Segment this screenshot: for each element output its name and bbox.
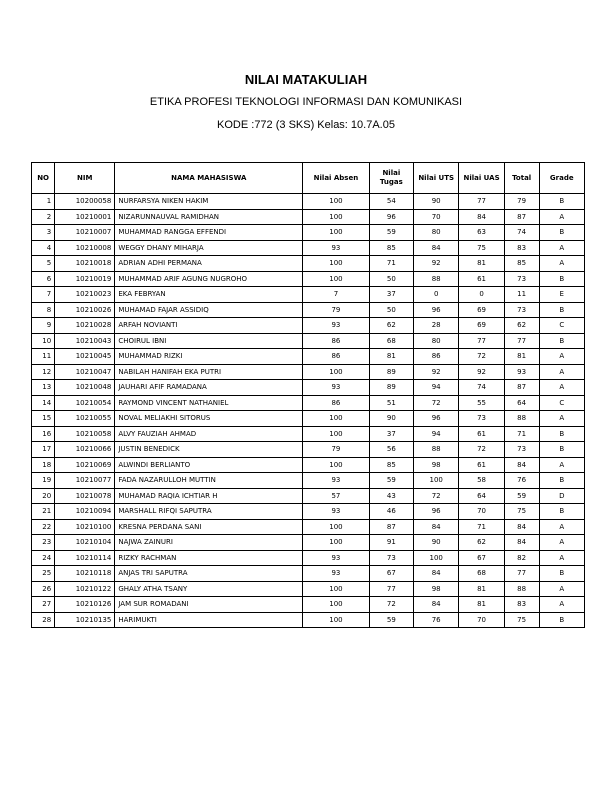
row-absen: 86 [303, 395, 369, 411]
row-tugas: 91 [369, 535, 413, 551]
row-no: 19 [32, 473, 55, 489]
row-no: 17 [32, 442, 55, 458]
row-grade: A [539, 535, 584, 551]
row-total: 59 [504, 488, 539, 504]
row-total: 77 [504, 566, 539, 582]
row-absen: 79 [303, 442, 369, 458]
row-absen: 93 [303, 318, 369, 334]
row-grade: A [539, 209, 584, 225]
row-grade: B [539, 566, 584, 582]
row-uts: 100 [413, 550, 458, 566]
row-grade: A [539, 240, 584, 256]
row-absen: 100 [303, 426, 369, 442]
row-nim: 10210126 [55, 597, 115, 613]
row-uts: 92 [413, 364, 458, 380]
row-grade: A [539, 519, 584, 535]
course-code: KODE :772 (3 SKS) Kelas: 10.7A.05 [217, 119, 395, 131]
column-header-absen: Nilai Absen [303, 163, 369, 194]
row-name: ANJAS TRI SAPUTRA [115, 566, 303, 582]
row-absen: 100 [303, 271, 369, 287]
row-uts: 88 [413, 442, 458, 458]
row-no: 20 [32, 488, 55, 504]
table-row [32, 473, 585, 489]
row-no: 12 [32, 364, 55, 380]
row-no: 6 [32, 271, 55, 287]
table-row [32, 519, 585, 535]
table-row [32, 380, 585, 396]
row-no: 23 [32, 535, 55, 551]
row-no: 15 [32, 411, 55, 427]
row-nim: 10210028 [55, 318, 115, 334]
grades-table [31, 162, 585, 628]
table-row [32, 535, 585, 551]
row-name: EKA FEBRYAN [115, 287, 303, 303]
row-name: ALWINDI BERLIANTO [115, 457, 303, 473]
row-uas: 84 [459, 209, 504, 225]
row-uts: 94 [413, 426, 458, 442]
row-absen: 93 [303, 240, 369, 256]
row-nim: 10210135 [55, 612, 115, 628]
row-uas: 58 [459, 473, 504, 489]
row-total: 81 [504, 349, 539, 365]
row-uas: 69 [459, 318, 504, 334]
row-total: 84 [504, 457, 539, 473]
row-tugas: 59 [369, 612, 413, 628]
table-row [32, 550, 585, 566]
row-nim: 10210069 [55, 457, 115, 473]
table-row [32, 194, 585, 210]
column-header-tugas: Nilai Tugas [369, 163, 413, 194]
row-name: MUHAMMAD RIZKI [115, 349, 303, 365]
table-header-row [32, 163, 585, 194]
row-uts: 96 [413, 411, 458, 427]
row-total: 75 [504, 612, 539, 628]
row-name: NIZARUNNAUVAL RAMIDHAN [115, 209, 303, 225]
row-absen: 57 [303, 488, 369, 504]
row-uas: 55 [459, 395, 504, 411]
row-name: WEGGY DHANY MIHARJA [115, 240, 303, 256]
row-nim: 10210001 [55, 209, 115, 225]
row-absen: 86 [303, 349, 369, 365]
row-total: 71 [504, 426, 539, 442]
row-name: FADA NAZARULLOH MUTTIN [115, 473, 303, 489]
row-uas: 92 [459, 364, 504, 380]
row-name: MUHAMAD FAJAR ASSIDIQ [115, 302, 303, 318]
table-row [32, 287, 585, 303]
table-row [32, 612, 585, 628]
table-row [32, 271, 585, 287]
table-row [32, 581, 585, 597]
row-name: NURFARSYA NIKEN HAKIM [115, 194, 303, 210]
table-row [32, 364, 585, 380]
row-nim: 10210077 [55, 473, 115, 489]
row-uas: 77 [459, 194, 504, 210]
row-name: MARSHALL RIFQI SAPUTRA [115, 504, 303, 520]
row-no: 22 [32, 519, 55, 535]
row-name: RAYMOND VINCENT NATHANIEL [115, 395, 303, 411]
row-no: 5 [32, 256, 55, 272]
row-uas: 70 [459, 612, 504, 628]
row-nim: 10210055 [55, 411, 115, 427]
row-tugas: 50 [369, 271, 413, 287]
row-tugas: 77 [369, 581, 413, 597]
row-name: RIZKY RACHMAN [115, 550, 303, 566]
row-uts: 72 [413, 395, 458, 411]
row-name: JAUHARI AFIF RAMADANA [115, 380, 303, 396]
row-name: HARIMUKTI [115, 612, 303, 628]
row-grade: B [539, 194, 584, 210]
table-row [32, 225, 585, 241]
row-grade: E [539, 287, 584, 303]
row-nim: 10210104 [55, 535, 115, 551]
row-uts: 94 [413, 380, 458, 396]
row-uas: 75 [459, 240, 504, 256]
column-header-uas: Nilai UAS [459, 163, 504, 194]
row-grade: B [539, 426, 584, 442]
row-nim: 10210122 [55, 581, 115, 597]
table-row [32, 240, 585, 256]
row-uas: 67 [459, 550, 504, 566]
row-total: 73 [504, 442, 539, 458]
row-total: 64 [504, 395, 539, 411]
row-name: NOVAL MELIAKHI SITORUS [115, 411, 303, 427]
row-uas: 72 [459, 442, 504, 458]
row-total: 11 [504, 287, 539, 303]
row-nim: 10200058 [55, 194, 115, 210]
row-uts: 96 [413, 302, 458, 318]
row-no: 16 [32, 426, 55, 442]
row-uas: 63 [459, 225, 504, 241]
row-nim: 10210078 [55, 488, 115, 504]
row-grade: B [539, 333, 584, 349]
row-absen: 100 [303, 256, 369, 272]
table-row [32, 504, 585, 520]
row-uas: 61 [459, 426, 504, 442]
row-no: 26 [32, 581, 55, 597]
row-absen: 100 [303, 612, 369, 628]
column-header-name: NAMA MAHASISWA [115, 163, 303, 194]
row-uts: 86 [413, 349, 458, 365]
row-uts: 98 [413, 457, 458, 473]
row-nim: 10210100 [55, 519, 115, 535]
row-no: 3 [32, 225, 55, 241]
row-uts: 100 [413, 473, 458, 489]
row-absen: 93 [303, 550, 369, 566]
row-uts: 92 [413, 256, 458, 272]
row-absen: 100 [303, 225, 369, 241]
row-total: 62 [504, 318, 539, 334]
row-grade: B [539, 504, 584, 520]
row-uas: 69 [459, 302, 504, 318]
row-no: 4 [32, 240, 55, 256]
row-tugas: 37 [369, 287, 413, 303]
row-total: 79 [504, 194, 539, 210]
row-uts: 80 [413, 225, 458, 241]
table-row [32, 457, 585, 473]
row-nim: 10210026 [55, 302, 115, 318]
row-absen: 100 [303, 581, 369, 597]
row-uts: 76 [413, 612, 458, 628]
row-total: 87 [504, 380, 539, 396]
row-tugas: 37 [369, 426, 413, 442]
row-uas: 72 [459, 349, 504, 365]
row-no: 25 [32, 566, 55, 582]
row-absen: 93 [303, 380, 369, 396]
column-header-grade: Grade [539, 163, 584, 194]
row-name: NABILAH HANIFAH EKA PUTRI [115, 364, 303, 380]
row-total: 84 [504, 535, 539, 551]
table-row [32, 411, 585, 427]
row-grade: B [539, 442, 584, 458]
column-header-uts: Nilai UTS [413, 163, 458, 194]
row-nim: 10210018 [55, 256, 115, 272]
row-total: 84 [504, 519, 539, 535]
row-tugas: 73 [369, 550, 413, 566]
row-name: ADRIAN ADHI PERMANA [115, 256, 303, 272]
table-row [32, 333, 585, 349]
row-no: 27 [32, 597, 55, 613]
row-absen: 100 [303, 194, 369, 210]
row-total: 88 [504, 581, 539, 597]
row-total: 88 [504, 411, 539, 427]
row-tugas: 87 [369, 519, 413, 535]
row-nim: 10210058 [55, 426, 115, 442]
row-tugas: 72 [369, 597, 413, 613]
row-name: NAJWA ZAINURI [115, 535, 303, 551]
row-uas: 81 [459, 256, 504, 272]
row-absen: 93 [303, 566, 369, 582]
row-nim: 10210066 [55, 442, 115, 458]
row-nim: 10210023 [55, 287, 115, 303]
row-grade: A [539, 597, 584, 613]
table-row [32, 488, 585, 504]
column-header-total: Total [504, 163, 539, 194]
row-tugas: 71 [369, 256, 413, 272]
table-row [32, 209, 585, 225]
row-total: 75 [504, 504, 539, 520]
row-no: 10 [32, 333, 55, 349]
row-nim: 10210043 [55, 333, 115, 349]
row-nim: 10210019 [55, 271, 115, 287]
row-tugas: 59 [369, 473, 413, 489]
row-grade: B [539, 473, 584, 489]
row-absen: 86 [303, 333, 369, 349]
row-total: 73 [504, 302, 539, 318]
row-grade: A [539, 411, 584, 427]
row-absen: 100 [303, 519, 369, 535]
row-total: 83 [504, 597, 539, 613]
row-uts: 84 [413, 519, 458, 535]
row-tugas: 81 [369, 349, 413, 365]
row-grade: A [539, 457, 584, 473]
row-uts: 84 [413, 566, 458, 582]
row-tugas: 51 [369, 395, 413, 411]
row-grade: A [539, 364, 584, 380]
row-absen: 7 [303, 287, 369, 303]
row-grade: A [539, 349, 584, 365]
row-uas: 77 [459, 333, 504, 349]
row-uts: 0 [413, 287, 458, 303]
row-nim: 10210045 [55, 349, 115, 365]
row-grade: B [539, 302, 584, 318]
row-absen: 93 [303, 504, 369, 520]
row-absen: 79 [303, 302, 369, 318]
table-row [32, 426, 585, 442]
row-total: 73 [504, 271, 539, 287]
row-uas: 64 [459, 488, 504, 504]
row-grade: B [539, 612, 584, 628]
table-row [32, 597, 585, 613]
row-no: 11 [32, 349, 55, 365]
row-tugas: 96 [369, 209, 413, 225]
row-nim: 10210047 [55, 364, 115, 380]
row-uts: 84 [413, 597, 458, 613]
row-uas: 0 [459, 287, 504, 303]
row-total: 87 [504, 209, 539, 225]
row-name: ARFAH NOVIANTI [115, 318, 303, 334]
row-total: 74 [504, 225, 539, 241]
column-header-nim: NIM [55, 163, 115, 194]
row-uts: 28 [413, 318, 458, 334]
row-name: CHOIRUL IBNI [115, 333, 303, 349]
row-nim: 10210054 [55, 395, 115, 411]
row-tugas: 46 [369, 504, 413, 520]
row-uas: 61 [459, 457, 504, 473]
row-uts: 98 [413, 581, 458, 597]
row-total: 77 [504, 333, 539, 349]
row-name: MUHAMMAD RANGGA EFFENDI [115, 225, 303, 241]
row-no: 8 [32, 302, 55, 318]
row-no: 21 [32, 504, 55, 520]
row-tugas: 62 [369, 318, 413, 334]
row-tugas: 67 [369, 566, 413, 582]
table-row [32, 395, 585, 411]
row-name: MUHAMAD RAQIA ICHTIAR H [115, 488, 303, 504]
row-grade: B [539, 225, 584, 241]
row-absen: 100 [303, 457, 369, 473]
row-name: GHALY ATHA TSANY [115, 581, 303, 597]
row-no: 13 [32, 380, 55, 396]
row-total: 93 [504, 364, 539, 380]
row-uas: 74 [459, 380, 504, 396]
row-uas: 73 [459, 411, 504, 427]
row-no: 1 [32, 194, 55, 210]
row-name: ALVY FAUZIAH AHMAD [115, 426, 303, 442]
row-absen: 100 [303, 535, 369, 551]
row-grade: C [539, 318, 584, 334]
row-absen: 100 [303, 411, 369, 427]
course-name: ETIKA PROFESI TEKNOLOGI INFORMASI DAN KOMUNIKASI [149, 96, 463, 108]
row-name: MUHAMMAD ARIF AGUNG NUGROHO [115, 271, 303, 287]
row-no: 2 [32, 209, 55, 225]
row-uts: 90 [413, 535, 458, 551]
row-total: 83 [504, 240, 539, 256]
row-uas: 81 [459, 597, 504, 613]
row-tugas: 56 [369, 442, 413, 458]
row-grade: B [539, 271, 584, 287]
row-grade: A [539, 581, 584, 597]
table-row [32, 302, 585, 318]
row-tugas: 54 [369, 194, 413, 210]
row-nim: 10210048 [55, 380, 115, 396]
row-grade: A [539, 380, 584, 396]
row-grade: C [539, 395, 584, 411]
table-row [32, 318, 585, 334]
row-absen: 100 [303, 209, 369, 225]
row-absen: 100 [303, 364, 369, 380]
row-uts: 70 [413, 209, 458, 225]
row-uts: 96 [413, 504, 458, 520]
row-uas: 71 [459, 519, 504, 535]
row-nim: 10210114 [55, 550, 115, 566]
row-uts: 80 [413, 333, 458, 349]
row-nim: 10210007 [55, 225, 115, 241]
row-nim: 10210008 [55, 240, 115, 256]
table-row [32, 256, 585, 272]
row-tugas: 43 [369, 488, 413, 504]
row-uas: 62 [459, 535, 504, 551]
table-row [32, 442, 585, 458]
row-name: KRESNA PERDANA SANI [115, 519, 303, 535]
row-nim: 10210094 [55, 504, 115, 520]
row-uts: 84 [413, 240, 458, 256]
row-name: JUSTIN BENEDICK [115, 442, 303, 458]
row-nim: 10210118 [55, 566, 115, 582]
row-tugas: 89 [369, 380, 413, 396]
row-tugas: 89 [369, 364, 413, 380]
row-uts: 72 [413, 488, 458, 504]
row-total: 76 [504, 473, 539, 489]
row-tugas: 59 [369, 225, 413, 241]
row-total: 82 [504, 550, 539, 566]
row-tugas: 85 [369, 240, 413, 256]
row-uas: 81 [459, 581, 504, 597]
table-row [32, 566, 585, 582]
row-uts: 88 [413, 271, 458, 287]
row-name: JAM SUR ROMADANI [115, 597, 303, 613]
row-no: 24 [32, 550, 55, 566]
page-title: NILAI MATAKULIAH [244, 72, 368, 87]
row-no: 18 [32, 457, 55, 473]
row-grade: A [539, 256, 584, 272]
row-grade: A [539, 550, 584, 566]
row-no: 9 [32, 318, 55, 334]
row-tugas: 50 [369, 302, 413, 318]
row-no: 28 [32, 612, 55, 628]
row-tugas: 85 [369, 457, 413, 473]
row-uas: 68 [459, 566, 504, 582]
table-row [32, 349, 585, 365]
row-total: 85 [504, 256, 539, 272]
row-no: 14 [32, 395, 55, 411]
row-no: 7 [32, 287, 55, 303]
row-uas: 70 [459, 504, 504, 520]
row-uas: 61 [459, 271, 504, 287]
row-absen: 93 [303, 473, 369, 489]
column-header-no: NO [32, 163, 55, 194]
row-absen: 100 [303, 597, 369, 613]
row-tugas: 68 [369, 333, 413, 349]
row-grade: D [539, 488, 584, 504]
row-tugas: 90 [369, 411, 413, 427]
row-uts: 90 [413, 194, 458, 210]
